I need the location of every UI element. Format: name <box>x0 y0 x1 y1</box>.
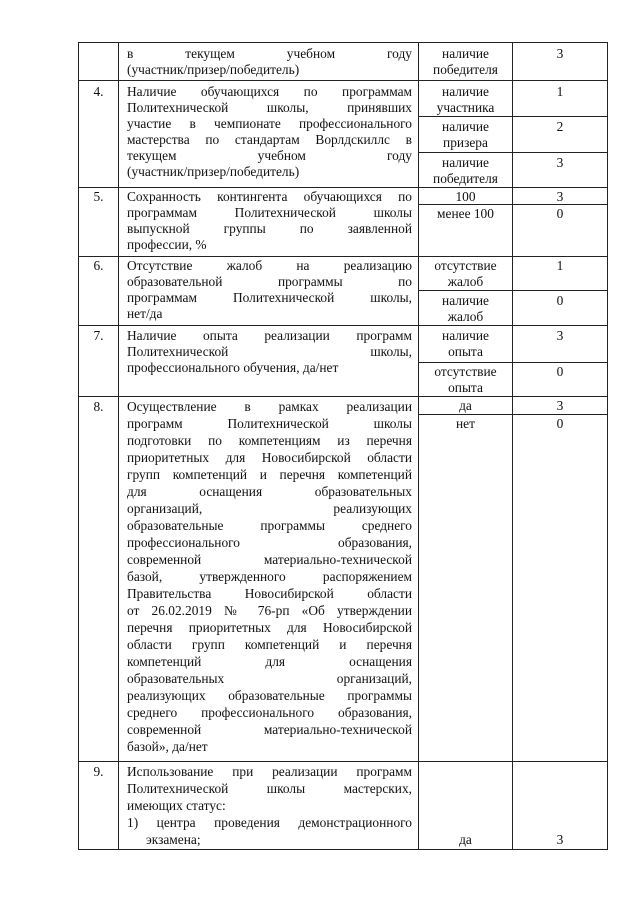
row-divider-8 <box>78 396 608 397</box>
criterion-line: приоритетных для Новосибирской области <box>127 450 412 465</box>
option-label: менее 100 <box>437 206 494 221</box>
option-divider <box>418 116 608 117</box>
table-left-border <box>78 42 79 850</box>
row-divider-4 <box>78 80 608 81</box>
option-label: опыта <box>448 380 483 395</box>
score-value: 3 <box>556 398 564 413</box>
criterion-line: Политехнической школы, <box>127 344 412 359</box>
option-label: опыта <box>448 344 483 359</box>
table-bottom-border <box>78 849 608 850</box>
option-label: призера <box>443 135 488 150</box>
option-label: да <box>459 398 472 413</box>
row-divider-9 <box>78 761 608 762</box>
criterion-line: реализующих образовательные программы <box>127 688 412 703</box>
score-value: 3 <box>556 155 564 170</box>
criterion-line: перечня приоритетных для Новосибирской <box>127 620 412 635</box>
score-value: 3 <box>556 46 564 61</box>
criterion-line: Отсутствие жалоб на реализацию <box>127 258 412 273</box>
criterion-line: профессии, % <box>127 237 207 252</box>
score-value: 0 <box>556 206 564 221</box>
score-value: 3 <box>556 189 564 204</box>
option-label: наличие <box>442 84 489 99</box>
criterion-line: текущем учебном году <box>127 148 412 163</box>
row-number: 8. <box>93 399 104 414</box>
option-label: наличие <box>442 293 489 308</box>
option-label: жалоб <box>447 274 484 289</box>
criterion-line: для оснащения образовательных <box>127 484 412 499</box>
score-value: 1 <box>556 258 564 273</box>
option-label: победителя <box>433 171 498 186</box>
option-divider <box>418 362 608 363</box>
score-value: 0 <box>556 293 564 308</box>
criterion-line: (участник/призер/победитель) <box>127 164 300 179</box>
score-value: 1 <box>556 84 564 99</box>
criterion-line: образовательной программы по <box>127 274 412 289</box>
score-value: 2 <box>556 119 564 134</box>
option-divider <box>418 152 608 153</box>
score-value: 3 <box>556 832 564 847</box>
row-number: 4. <box>93 84 104 99</box>
criterion-line: экзамена; <box>146 832 201 847</box>
criterion-line: профессионального образования, <box>127 535 412 550</box>
option-label: да <box>459 832 472 847</box>
option-divider <box>418 290 608 291</box>
criterion-line: базой, утвержденного распоряжением <box>127 569 412 584</box>
option-label: победителя <box>433 62 498 77</box>
score-value: 0 <box>556 364 564 379</box>
criterion-line: современной материально-технической <box>127 722 412 737</box>
option-label: участника <box>436 100 495 115</box>
option-label: наличие <box>442 155 489 170</box>
criterion-line: подготовки по компетенциям из перечня <box>127 433 412 448</box>
table-top-border <box>78 42 608 43</box>
criterion-line: области групп компетенций и перечня <box>127 637 412 652</box>
option-label: наличие <box>442 328 489 343</box>
criterion-line: имеющих статус: <box>127 798 226 813</box>
criterion-line: участие в чемпионате профессионального <box>127 116 412 131</box>
score-value: 3 <box>556 328 564 343</box>
criterion-line: программам Политехнической школы <box>127 205 412 220</box>
row-divider-7 <box>78 325 608 326</box>
criterion-line: компетенций для оснащения <box>127 654 412 669</box>
criterion-line: Политехнической школы, принявших <box>127 100 412 115</box>
criterion-line: современной материально-технической <box>127 552 412 567</box>
option-label: нет <box>456 416 475 431</box>
criterion-line: Правительства Новосибирской области <box>127 586 412 601</box>
option-label: отсутствие <box>434 258 497 273</box>
criterion-line: выпускной группы по заявленной <box>127 221 412 236</box>
criterion-line: нет/да <box>127 306 163 321</box>
criterion-line: Политехнической школы мастерских, <box>127 781 412 796</box>
table-right-border <box>607 42 608 850</box>
criterion-line: образовательные программы среднего <box>127 518 412 533</box>
option-label: наличие <box>442 46 489 61</box>
criterion-line: образовательных организаций, <box>127 671 412 686</box>
criterion-line: мастерства по стандартам Ворлдскиллс в <box>127 132 412 147</box>
criterion-line: 1) центра проведения демонстрационного <box>127 815 412 830</box>
row-number: 7. <box>93 328 104 343</box>
criterion-line: программам Политехнической школы, <box>127 290 412 305</box>
column-divider-number <box>118 42 119 850</box>
criterion-line: в текущем учебном году <box>127 46 412 61</box>
score-value: 0 <box>556 416 564 431</box>
criterion-line: Сохранность контингента обучающихся по <box>127 189 412 204</box>
criterion-line: (участник/призер/победитель) <box>127 62 300 77</box>
row-divider-6 <box>78 256 608 257</box>
criterion-line: Наличие обучающихся по программам <box>127 84 412 99</box>
criterion-line: групп компетенций и перечня компетенций <box>127 467 412 482</box>
criterion-line: программ Политехнической школы <box>127 416 412 431</box>
row-number: 9. <box>93 764 104 779</box>
criterion-line: среднего профессионального образования, <box>127 705 412 720</box>
row-number: 5. <box>93 189 104 204</box>
option-label: 100 <box>455 189 476 204</box>
option-label: наличие <box>442 119 489 134</box>
criterion-line: Наличие опыта реализации программ <box>127 328 412 343</box>
row-divider-5 <box>78 187 608 188</box>
row-number: 6. <box>93 258 104 273</box>
criterion-line: от 26.02.2019 № 76-рп «Об утверждении <box>127 603 412 618</box>
option-label: жалоб <box>447 309 484 324</box>
criterion-line: базой», да/нет <box>127 739 208 754</box>
criterion-line: Использование при реализации программ <box>127 764 412 779</box>
option-divider <box>418 414 608 415</box>
criterion-line: Осуществление в рамках реализации <box>127 399 412 414</box>
option-label: отсутствие <box>434 364 497 379</box>
criterion-line: организаций, реализующих <box>127 501 412 516</box>
criterion-line: профессионального обучения, да/нет <box>127 360 339 375</box>
